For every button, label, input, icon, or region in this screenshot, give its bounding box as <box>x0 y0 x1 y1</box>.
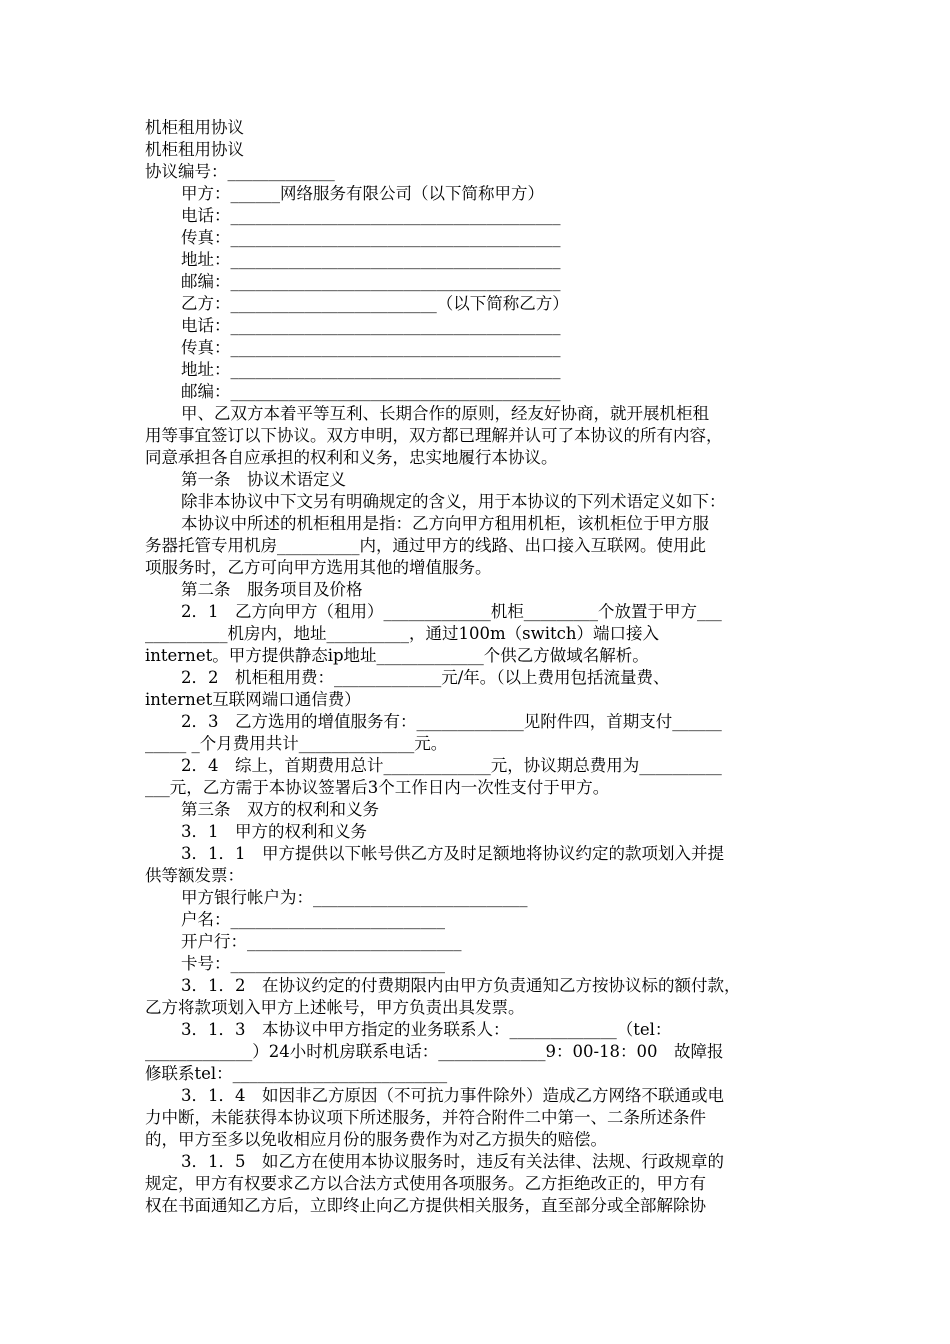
preamble-line: 用等事宜签订以下协议。双方申明，双方都已理解并认可了本协议的所有内容， <box>145 426 723 445</box>
agreement-number-line: 协议编号：_____________ <box>145 162 335 181</box>
clause-line: 修联系tel：__________________________ <box>145 1064 448 1083</box>
clause-line: internet。甲方提供静态ip地址_____________个供乙方做域名解析。 <box>145 646 649 665</box>
article-heading: 第三条 双方的权利和义务 <box>181 800 379 819</box>
party-a-fax-line: 传真：________________________________________ <box>181 228 561 247</box>
clause-line: internet互联网端口通信费） <box>145 690 361 709</box>
clause-line: 乙方将款项划入甲方上述帐号，甲方负责出具发票。 <box>145 998 525 1017</box>
clause-line: _____________）24小时机房联系电话：_____________9：00-18：00 故障报 <box>145 1042 724 1061</box>
body-line: 项服务时，乙方可向甲方选用其他的增值服务。 <box>145 558 492 577</box>
party-a-address-line: 地址：________________________________________ <box>181 250 561 269</box>
clause-line: 权在书面通知乙方后，立即终止向乙方提供相关服务，直至部分或全部解除协 <box>145 1196 706 1215</box>
document-subtitle: 机柜租用协议 <box>145 140 244 159</box>
clause-line: 的，甲方至多以免收相应月份的服务费作为对乙方损失的赔偿。 <box>145 1130 607 1149</box>
clause-line: 供等额发票： <box>145 866 244 885</box>
clause-line: 2．4 综上，首期费用总计_____________元，协议期总费用为__________ <box>181 756 722 775</box>
clause-line: 3．1．5 如乙方在使用本协议服务时，违反有关法律、法规、行政规章的 <box>181 1152 724 1171</box>
clause-line: 3．1．1 甲方提供以下帐号供乙方及时足额地将协议约定的款项划入并提 <box>181 844 724 863</box>
article-heading: 第二条 服务项目及价格 <box>181 580 363 599</box>
section-heading: 3．1 甲方的权利和义务 <box>181 822 367 841</box>
bank-account-line: 甲方银行帐户为：__________________________ <box>181 888 528 907</box>
clause-line: 2．3 乙方选用的增值服务有：_____________见附件四，首期支付______ <box>181 712 722 731</box>
party-b-postcode-line: 邮编：________________________________________ <box>181 382 561 401</box>
body-line: 除非本协议中下文另有明确规定的含义，用于本协议的下列术语定义如下： <box>181 492 726 511</box>
clause-line: 3．1．2 在协议约定的付费期限内由甲方负责通知乙方按协议标的额付款， <box>181 976 741 995</box>
party-b-fax-line: 传真：________________________________________ <box>181 338 561 357</box>
document-title: 机柜租用协议 <box>145 118 244 137</box>
party-a-phone-line: 电话：________________________________________ <box>181 206 561 225</box>
party-a-line: 甲方：______网络服务有限公司（以下简称甲方） <box>181 184 544 203</box>
clause-line: 2．2 机柜租用费：_____________元/年。（以上费用包括流量费、 <box>181 668 670 687</box>
party-b-line: 乙方：_________________________（以下简称乙方） <box>181 294 569 313</box>
clause-line: 3．1．4 如因非乙方原因（不可抗力事件除外）造成乙方网络不联通或电 <box>181 1086 724 1105</box>
clause-line: 力中断，未能获得本协议项下所述服务，并符合附件二中第一、二条所述条件 <box>145 1108 706 1127</box>
card-number-line: 卡号：__________________________ <box>181 954 445 973</box>
clause-line: __________机房内，地址__________，通过100m（switch）端口接入 <box>145 624 660 643</box>
body-line: 务器托管专用机房__________内，通过甲方的线路、出口接入互联网。使用此 <box>145 536 706 555</box>
preamble-line: 同意承担各自应承担的权利和义务，忠实地履行本协议。 <box>145 448 558 467</box>
party-b-address-line: 地址：________________________________________ <box>181 360 561 379</box>
party-a-postcode-line: 邮编：________________________________________ <box>181 272 561 291</box>
clause-line: 2．1 乙方向甲方（租用）_____________机柜_________个放置于甲方___ <box>181 602 722 621</box>
article-heading: 第一条 协议术语定义 <box>181 470 346 489</box>
body-line: 本协议中所述的机柜租用是指：乙方向甲方租用机柜，该机柜位于甲方服 <box>181 514 709 533</box>
clause-line: 规定，甲方有权要求乙方以合法方式使用各项服务。乙方拒绝改正的，甲方有 <box>145 1174 706 1193</box>
preamble-line: 甲、乙双方本着平等互利、长期合作的原则，经友好协商，就开展机柜租 <box>181 404 709 423</box>
clause-line: ___元，乙方需于本协议签署后3个工作日内一次性支付于甲方。 <box>145 778 610 797</box>
clause-line: 3．1．3 本协议中甲方指定的业务联系人：_____________（tel： <box>181 1020 672 1039</box>
account-name-line: 户名：__________________________ <box>181 910 445 929</box>
bank-branch-line: 开户行：__________________________ <box>181 932 462 951</box>
party-b-phone-line: 电话：________________________________________ <box>181 316 561 335</box>
clause-line: _____ _个月费用共计______________元。 <box>145 734 448 753</box>
